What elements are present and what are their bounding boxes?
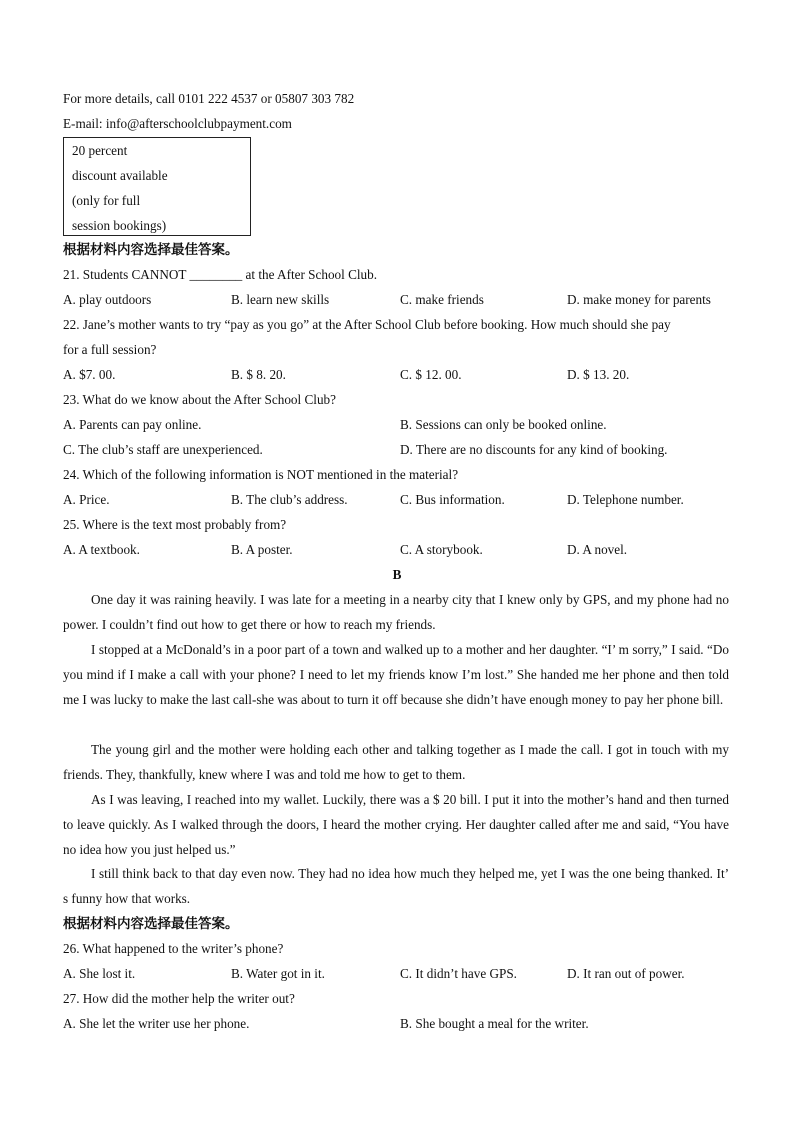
question-21-stem: 21. Students CANNOT ________ at the After School Club. [63, 267, 378, 282]
q23-option-c: C. The club’s staff are unexperienced. [63, 442, 263, 457]
question-24-stem: 24. Which of the following information is NOT mentioned in the material? [63, 467, 459, 482]
q22-option-a: A. $7. 00. [63, 367, 116, 382]
q26-option-a: A. She lost it. [63, 966, 136, 981]
question-26-stem: 26. What happened to the writer’s phone? [63, 941, 284, 956]
q21-option-a: A. play outdoors [63, 292, 152, 307]
question-22-stem-cont: for a full session? [63, 342, 157, 357]
question-22-stem: 22. Jane’s mother wants to try “pay as you go” at the After School Club before booking. How much should she pay [63, 317, 671, 332]
q22-option-d: D. $ 13. 20. [567, 367, 630, 382]
discount-line: discount available [72, 168, 168, 183]
q21-option-d: D. make money for parents [567, 292, 711, 307]
discount-box [63, 137, 251, 236]
q25-option-c: C. A storybook. [400, 542, 483, 557]
q24-option-b: B. The club’s address. [231, 492, 348, 507]
q24-option-a: A. Price. [63, 492, 110, 507]
section-a-instruction: 根据材料内容选择最佳答案。 [63, 242, 239, 258]
q22-option-c: C. $ 12. 00. [400, 367, 462, 382]
q23-option-a: A. Parents can pay online. [63, 417, 202, 432]
q23-option-b: B. Sessions can only be booked online. [400, 417, 607, 432]
q25-option-b: B. A poster. [231, 542, 293, 557]
q21-option-c: C. make friends [400, 292, 484, 307]
passage-paragraph: One day it was raining heavily. I was late for a meeting in a nearby city that I knew only by GPS, and my phone had no power. I couldn’t find out how to get there or how to reach my friends. [63, 592, 729, 632]
q26-option-c: C. It didn’t have GPS. [400, 966, 517, 981]
q24-option-c: C. Bus information. [400, 492, 505, 507]
q25-option-d: D. A novel. [567, 542, 628, 557]
passage-paragraph: I still think back to that day even now. They had no idea how much they helped me, yet I was the one being thanked. It’ s funny how that works. [63, 866, 729, 906]
passage-paragraph: I stopped at a McDonald’s in a poor part of a town and walked up to a mother and her daughter. “I’ m sorry,” I said. “Do you mind if I make a call with your phone? I need to let my friends know I’m lost.” She handed me her phone and then told me I was lucky to make the last call-she was about to turn it off because she didn’t have enough money to pay her phone bill. [63, 642, 729, 707]
q23-option-d: D. There are no discounts for any kind of booking. [400, 442, 668, 457]
contact-email-line: E-mail: info@afterschoolclubpayment.com [63, 116, 292, 131]
question-27-stem: 27. How did the mother help the writer out? [63, 991, 295, 1006]
q27-option-a: A. She let the writer use her phone. [63, 1016, 250, 1031]
section-b-heading: B [392, 567, 402, 582]
q25-option-a: A. A textbook. [63, 542, 140, 557]
q21-option-b: B. learn new skills [231, 292, 330, 307]
q26-option-b: B. Water got in it. [231, 966, 325, 981]
q24-option-d: D. Telephone number. [567, 492, 684, 507]
question-25-stem: 25. Where is the text most probably from? [63, 517, 287, 532]
discount-line: session bookings) [72, 218, 167, 233]
passage-paragraph: The young girl and the mother were holding each other and talking together as I made the call. I got in touch with my friends. They, thankfully, knew where I was and told me how to get to them. [63, 742, 729, 782]
discount-line: 20 percent [72, 143, 128, 158]
section-b-instruction: 根据材料内容选择最佳答案。 [63, 916, 239, 932]
q22-option-b: B. $ 8. 20. [231, 367, 286, 382]
q26-option-d: D. It ran out of power. [567, 966, 685, 981]
passage-paragraph: As I was leaving, I reached into my wallet. Luckily, there was a $ 20 bill. I put it into the mother’s hand and then turned to leave quickly. As I walked through the doors, I heard the mother crying. Her daughter called after me and said, “You have no idea how you just helped us.” [63, 792, 729, 857]
contact-phone-line: For more details, call 0101 222 4537 or 05807 303 782 [63, 91, 355, 106]
question-23-stem: 23. What do we know about the After School Club? [63, 392, 336, 407]
q27-option-b: B. She bought a meal for the writer. [400, 1016, 589, 1031]
discount-line: (only for full [72, 193, 141, 208]
